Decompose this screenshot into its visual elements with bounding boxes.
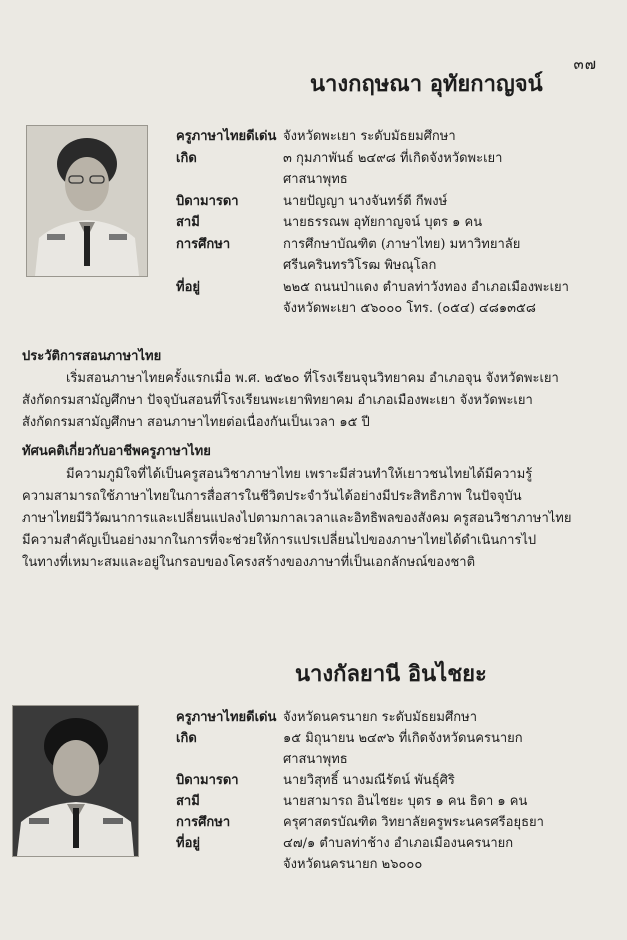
info-label: ครูภาษาไทยดีเด่น — [176, 129, 277, 144]
info-label: สามี — [176, 794, 200, 809]
attitude-line: ความสามารถใช้ภาษาไทยในการสื่อสารในชีวิตประจำวันได้อย่างมีประสิทธิภาพ ในปัจจุบัน — [22, 489, 522, 504]
info-value: ๑๕ มิถุนายน ๒๔๙๖ ที่เกิดจังหวัดนครนายก — [283, 731, 523, 746]
info-label: การศึกษา — [176, 815, 231, 830]
person1-attitude-paragraph — [22, 464, 607, 574]
info-value: นายปัญญา นางจันทร์ดี กีพงษ์ — [283, 193, 448, 209]
info-value: จังหวัดพะเยา ระดับมัธยมศึกษา — [283, 129, 456, 144]
info-value: ครุศาสตรบัณฑิต วิทยาลัยครูพระนครศรีอยุธยา — [283, 815, 544, 830]
info-value: ศรีนครินทรวิโรฒ พิษณุโลก — [283, 258, 437, 273]
history-line: สังกัดกรมสามัญศึกษา สอนภาษาไทยต่อเนื่องกันเป็นเวลา ๑๕ ปี — [22, 415, 370, 430]
info-value: ๒๒๕ ถนนป่าแดง ตำบลท่าวังทอง อำเภอเมืองพะเยา — [283, 279, 569, 295]
person1-history-heading: ประวัติการสอนภาษาไทย — [22, 349, 162, 364]
info-label: บิดามารดา — [176, 193, 239, 209]
info-label: ครูภาษาไทยดีเด่น — [176, 710, 277, 725]
info-label: เกิด — [176, 150, 197, 166]
info-label: บิดามารดา — [176, 773, 239, 788]
history-line: สังกัดกรมสามัญศึกษา ปัจจุบันสอนที่โรงเรียนพะเยาพิทยาคม อำเภอเมืองพะเยา จังหวัดพะเยา — [22, 393, 533, 408]
history-line: เริ่มสอนภาษาไทยครั้งแรกเมื่อ พ.ศ. ๒๕๒๐ ที่โรงเรียนจุนวิทยาคม อำเภอจุน จังหวัดพะเยา — [66, 371, 559, 386]
info-value: ๓ กุมภาพันธ์ ๒๔๙๘ ที่เกิดจังหวัดพะเยา — [283, 150, 503, 166]
person1-name: นางกฤษณา อุทัยกาญจน์ — [310, 71, 543, 97]
info-value: นายสามารถ อินไชยะ บุตร ๑ คน ธิดา ๑ คน — [283, 794, 528, 809]
info-value: จังหวัดนครนายก ๒๖๐๐๐ — [283, 857, 423, 872]
attitude-line: ภาษาไทยมีวิวัฒนาการและเปลี่ยนแปลงไปตามกาลเวลาและอิทธิพลของสังคม ครูสอนวิชาภาษาไทย — [22, 511, 572, 526]
attitude-line: ในทางที่เหมาะสมและอยู่ในกรอบของโครงสร้างของภาษาที่เป็นเอกลักษณ์ของชาติ — [22, 555, 476, 570]
info-value: ๔๗/๑ ตำบลท่าช้าง อำเภอเมืองนครนายก — [283, 836, 514, 851]
info-value: จังหวัดนครนายก ระดับมัธยมศึกษา — [283, 710, 477, 725]
info-value: จังหวัดพะเยา ๕๖๐๐๐ โทร. (๐๕๔) ๔๘๑๓๕๘ — [283, 301, 536, 316]
info-value: การศึกษาบัณฑิต (ภาษาไทย) มหาวิทยาลัย — [283, 236, 521, 252]
person1-portrait — [26, 125, 148, 277]
attitude-line: มีความภูมิใจที่ได้เป็นครูสอนวิชาภาษาไทย เพราะมีส่วนทำให้เยาวชนไทยได้มีความรู้ — [66, 467, 533, 482]
portrait-photo-icon — [27, 126, 147, 276]
info-label: ที่อยู่ — [176, 279, 200, 295]
portrait-photo-icon — [13, 706, 138, 856]
attitude-line: มีความสำคัญเป็นอย่างมากในการที่จะช่วยให้การแปรเปลี่ยนไปของภาษาไทยได้ดำเนินการไป — [22, 533, 537, 548]
info-value: นายวิสุทธิ์ นางมณีรัตน์ พันธุ์ศิริ — [283, 773, 455, 788]
info-value: นายธรรณพ อุทัยกาญจน์ บุตร ๑ คน — [283, 215, 483, 230]
info-label: สามี — [176, 215, 200, 230]
person2-name: นางกัลยานี อินไชยะ — [295, 661, 487, 687]
info-value: ศาสนาพุทธ — [283, 172, 348, 187]
info-label: การศึกษา — [176, 236, 231, 252]
info-label: เกิด — [176, 731, 197, 746]
page-number: ๓๗ — [573, 55, 597, 73]
person2-portrait — [12, 705, 139, 857]
person1-history-paragraph — [22, 368, 607, 434]
info-label: ที่อยู่ — [176, 836, 200, 851]
person1-attitude-heading: ทัศนคติเกี่ยวกับอาชีพครูภาษาไทย — [22, 444, 211, 459]
info-value: ศาสนาพุทธ — [283, 752, 348, 767]
